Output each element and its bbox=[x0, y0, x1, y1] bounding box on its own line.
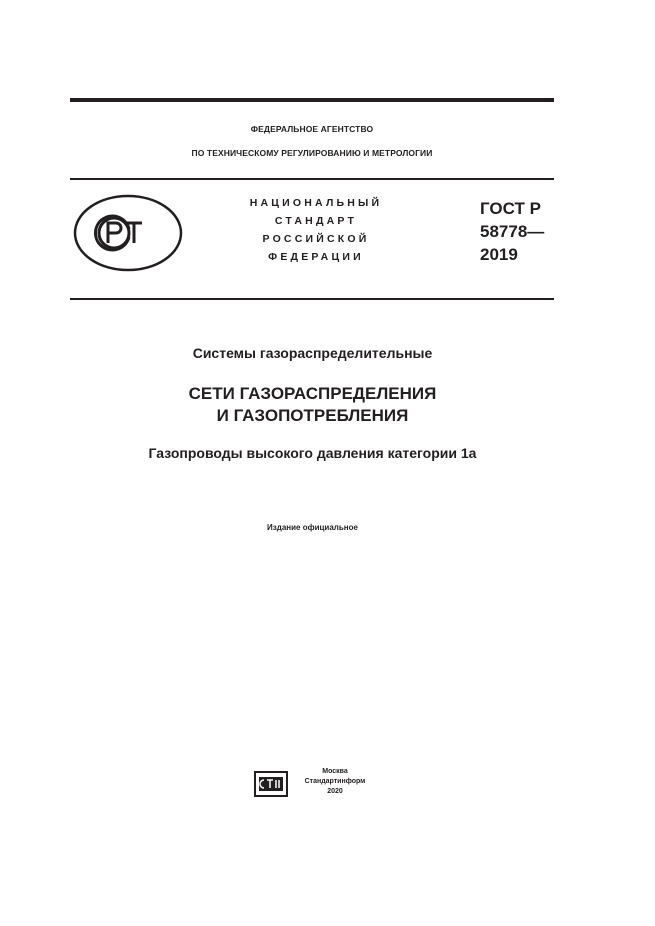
main-title-line-1: СЕТИ ГАЗОРАСПРЕДЕЛЕНИЯ bbox=[188, 384, 437, 403]
gost-line-3: 2019 bbox=[480, 245, 518, 264]
main-title-line-2: И ГАЗОПОТРЕБЛЕНИЯ bbox=[216, 406, 409, 425]
rule-middle bbox=[70, 178, 554, 180]
subtitle: Газопроводы высокого давления категории 1а bbox=[148, 445, 477, 461]
publisher-name: Стандартинформ bbox=[304, 778, 366, 785]
publisher-city: Москва bbox=[322, 768, 348, 775]
rule-lower bbox=[70, 298, 554, 300]
national-line-3: РОССИЙСКОЙ bbox=[262, 233, 370, 245]
rst-logo bbox=[72, 193, 184, 273]
rule-top bbox=[70, 98, 554, 102]
agency-line-1: ФЕДЕРАЛЬНОЕ АГЕНТСТВО bbox=[250, 124, 374, 134]
gost-line-2: 58778— bbox=[480, 222, 545, 241]
edition-label: Издание официальное bbox=[267, 523, 358, 532]
publisher-year: 2020 bbox=[327, 788, 343, 795]
national-line-4: ФЕДЕРАЦИИ bbox=[268, 251, 364, 263]
national-line-1: НАЦИОНАЛЬНЫЙ bbox=[249, 197, 383, 209]
publisher-logo bbox=[254, 771, 288, 797]
national-line-2: СТАНДАРТ bbox=[274, 215, 358, 227]
agency-line-2: ПО ТЕХНИЧЕСКОМУ РЕГУЛИРОВАНИЮ И МЕТРОЛОГИИ bbox=[191, 148, 433, 158]
series-title: Системы газораспределительные bbox=[192, 345, 433, 361]
gost-line-1: ГОСТ Р bbox=[480, 199, 541, 218]
